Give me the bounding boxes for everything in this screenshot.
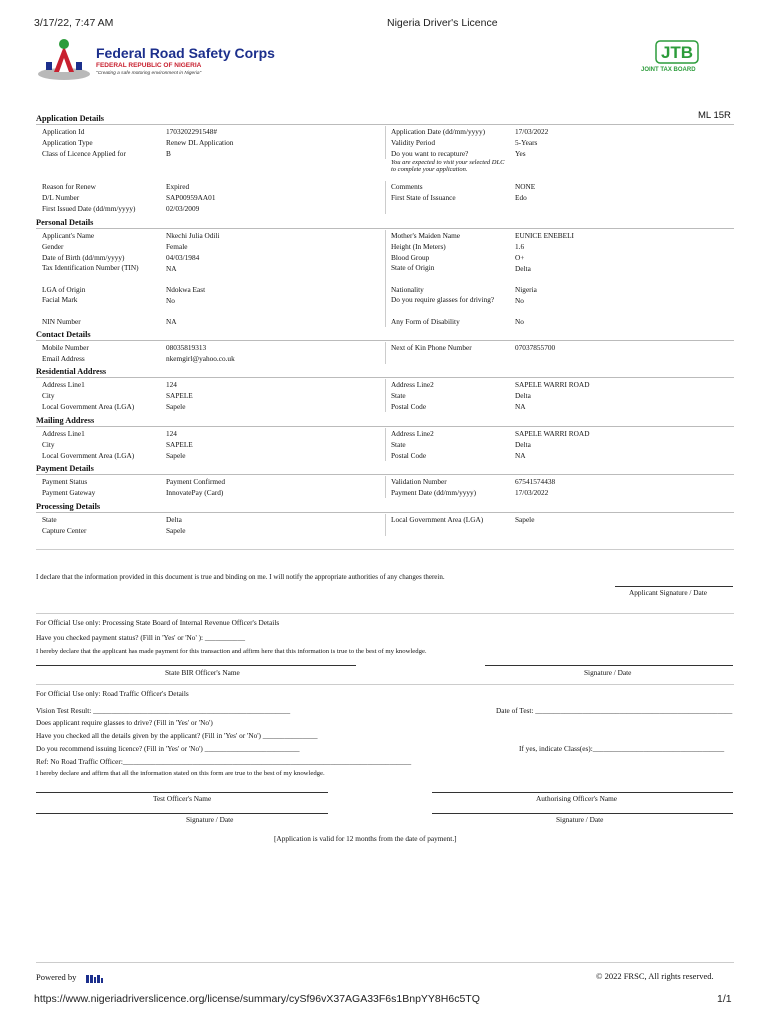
section-title-payment: Payment Details — [36, 464, 94, 473]
field-value: Delta — [515, 391, 531, 400]
bir-payment-question: Have you checked payment status? (Fill in 'Yes' or 'No' ): ___________ — [36, 633, 246, 642]
auth-officer-sig-label: Signature / Date — [556, 815, 604, 824]
column-divider — [385, 428, 386, 439]
copyright: © 2022 FRSC, All rights reserved. — [596, 971, 714, 981]
personal-row — [36, 295, 734, 316]
application-row — [36, 181, 734, 192]
processing-row — [36, 514, 734, 525]
applicant-signature-label: Applicant Signature / Date — [629, 588, 708, 597]
application-row — [36, 203, 734, 214]
print-page-number: 1/1 — [717, 993, 732, 1005]
section-rule — [36, 377, 734, 378]
field-value: 07037855700 — [515, 343, 556, 352]
field-value: SAPELE — [166, 440, 193, 449]
auth-officer-line — [432, 792, 733, 793]
field-label: Application Date (dd/mm/yyyy) — [391, 127, 486, 136]
print-datetime: 3/17/22, 7:47 AM — [34, 17, 114, 29]
field-value: 08035819313 — [166, 343, 207, 352]
payment-row — [36, 487, 734, 498]
personal-row — [36, 316, 734, 327]
field-value: SAP00959AA01 — [166, 193, 216, 202]
jtb-logo — [655, 40, 699, 64]
column-divider — [385, 401, 386, 412]
bir-title: For Official Use only: Processing State Board of Internal Revenue Officer's Details — [36, 618, 280, 627]
field-label: First Issued Date (dd/mm/yyyy) — [42, 204, 136, 213]
field-value: Payment Confirmed — [166, 477, 225, 486]
jtb-name: JOINT TAX BOARD — [641, 67, 696, 73]
field-label: Height (In Meters) — [391, 242, 446, 251]
field-value: 124 — [166, 429, 177, 438]
field-label: LGA of Origin — [42, 285, 86, 294]
road-checked: Have you checked all the details given by the applicant? (Fill in 'Yes' or 'No') _______________ — [36, 731, 318, 740]
column-divider — [385, 192, 386, 203]
column-divider — [385, 514, 386, 525]
field-label: First State of Issuance — [391, 193, 456, 202]
column-divider — [385, 450, 386, 461]
mailing-row — [36, 450, 734, 461]
frsc-motto: "Creating a safe motoring environment in Nigeria" — [96, 71, 202, 76]
field-value: SAPELE — [166, 391, 193, 400]
auth-officer-label: Authorising Officer's Name — [536, 794, 618, 803]
field-label: D/L Number — [42, 193, 80, 202]
field-value: Ndokwa East — [166, 285, 206, 294]
section-rule — [36, 228, 734, 229]
column-divider — [385, 487, 386, 498]
recapture-note: You are expected to visit your selected DLC to complete your application. — [391, 159, 505, 173]
field-label: Mobile Number — [42, 343, 89, 352]
svg-text:JTB: JTB — [660, 43, 694, 62]
field-label: Local Government Area (LGA) — [391, 515, 484, 524]
field-value: Edo — [515, 193, 527, 202]
field-value: Expired — [166, 182, 190, 191]
field-label: Comments — [391, 182, 423, 191]
section-title-application: Application Details — [36, 114, 104, 123]
field-label: Reason for Renew — [42, 182, 96, 191]
field-value: InnovatePay (Card) — [166, 488, 224, 497]
column-divider — [385, 353, 386, 364]
road-ref: Ref: No Road Traffic Officer:_______________________________________________________________________________ — [36, 757, 412, 766]
field-value: Delta — [515, 440, 531, 449]
column-divider — [385, 390, 386, 401]
test-officer-sig-label: Signature / Date — [186, 815, 234, 824]
bir-signature-label: Signature / Date — [584, 668, 632, 677]
application-row — [36, 137, 734, 148]
frsc-subtitle: FEDERAL REPUBLIC OF NIGERIA — [96, 62, 202, 69]
column-divider — [385, 230, 386, 241]
field-label: Address Line2 — [391, 380, 434, 389]
field-value: 124 — [166, 380, 177, 389]
residential-row — [36, 390, 734, 401]
field-label: Capture Center — [42, 526, 87, 535]
field-value: 17/03/2022 — [515, 488, 549, 497]
field-value: SAPELE WARRI ROAD — [515, 380, 590, 389]
field-label: Local Government Area (LGA) — [42, 451, 135, 460]
field-label: Do you want to recapture? — [391, 149, 469, 158]
column-divider — [385, 525, 386, 536]
personal-row — [36, 230, 734, 241]
bir-signature-line — [485, 665, 733, 666]
field-label: Gender — [42, 242, 64, 251]
field-label: State — [42, 515, 57, 524]
field-value: NA — [166, 264, 177, 273]
frsc-name: Federal Road Safety Corps — [96, 45, 275, 61]
bir-officer-label: State BIR Officer's Name — [165, 668, 240, 677]
field-value: 5-Years — [515, 138, 538, 147]
frsc-logo — [36, 36, 92, 82]
bir-affirm: I hereby declare that the applicant has made payment for this transaction and affirm here that this information is true to the best of my knowledge. — [36, 648, 427, 655]
field-value: NA — [166, 317, 177, 326]
field-value: No — [515, 317, 524, 326]
section-title-personal: Personal Details — [36, 218, 94, 227]
field-value: Sapele — [166, 526, 186, 535]
field-label: Payment Gateway — [42, 488, 96, 497]
section-title-processing: Processing Details — [36, 502, 101, 511]
column-divider — [385, 379, 386, 390]
field-label: Email Address — [42, 354, 85, 363]
column-divider — [385, 476, 386, 487]
field-value: SAPELE WARRI ROAD — [515, 429, 590, 438]
personal-row — [36, 241, 734, 252]
column-divider — [385, 439, 386, 450]
field-value: Delta — [515, 264, 531, 273]
application-row — [36, 126, 734, 137]
field-value: Renew DL Application — [166, 138, 234, 147]
field-value: B — [166, 149, 171, 158]
column-divider — [385, 137, 386, 148]
form-code: ML 15R — [698, 110, 731, 121]
field-value: Sapele — [166, 451, 186, 460]
field-label: Class of Licence Applied for — [42, 149, 126, 158]
print-page-title: Nigeria Driver's Licence — [387, 17, 498, 29]
field-label: State — [391, 391, 406, 400]
field-label: Local Government Area (LGA) — [42, 402, 135, 411]
column-divider — [385, 284, 386, 295]
footer-rule — [36, 962, 734, 963]
section-rule — [36, 512, 734, 513]
personal-row — [36, 252, 734, 263]
section-rule — [36, 474, 734, 475]
road-classes: If yes, indicate Class(es):____________________________________ — [519, 744, 725, 753]
field-label: Postal Code — [391, 451, 427, 460]
column-divider — [385, 181, 386, 192]
personal-row — [36, 284, 734, 295]
field-value: Female — [166, 242, 188, 251]
section-rule — [36, 613, 734, 614]
field-value: Sapele — [166, 402, 186, 411]
field-value: 02/03/2009 — [166, 204, 200, 213]
field-label: Validation Number — [391, 477, 447, 486]
contact-row — [36, 342, 734, 353]
field-value: 17/03/2022 — [515, 127, 549, 136]
road-vision: Vision Test Result: ______________________________________________________ — [36, 706, 291, 715]
column-divider — [385, 342, 386, 353]
field-label: Address Line1 — [42, 429, 85, 438]
field-value: Delta — [166, 515, 182, 524]
print-url[interactable]: https://www.nigeriadriverslicence.org/license/summary/cySf96vX37AGA33F6s1BnpYY8H6c5TQ — [34, 993, 480, 1005]
field-value: No — [515, 296, 524, 305]
mailing-row — [36, 428, 734, 439]
field-label: Postal Code — [391, 402, 427, 411]
road-date-test: Date of Test: ______________________________________________________ — [496, 706, 733, 715]
section-rule — [36, 684, 734, 685]
field-label: Payment Date (dd/mm/yyyy) — [391, 488, 477, 497]
section-title-mailing: Mailing Address — [36, 416, 95, 425]
processing-row — [36, 525, 734, 536]
field-label: NIN Number — [42, 317, 81, 326]
bir-officer-line — [36, 665, 356, 666]
field-value: NA — [515, 402, 526, 411]
application-row — [36, 148, 734, 159]
field-label: Address Line2 — [391, 429, 434, 438]
section-rule — [36, 426, 734, 427]
field-label: Mother's Maiden Name — [391, 231, 460, 240]
details-end-rule — [36, 549, 734, 550]
field-label: Application Id — [42, 127, 85, 136]
section-title-contact: Contact Details — [36, 330, 91, 339]
field-value: NONE — [515, 182, 536, 191]
section-rule — [36, 124, 734, 125]
field-value: No — [166, 296, 175, 305]
auth-officer-sig-line — [432, 813, 733, 814]
applicant-signature-line — [615, 586, 733, 587]
innovate-logo-icon — [86, 971, 106, 981]
road-affirm: I hereby declare and affirm that all the information stated on this form are true to the best of my knowledge. — [36, 770, 325, 777]
field-label: Tax Identification Number (TIN) — [42, 263, 139, 272]
field-label: Blood Group — [391, 253, 430, 262]
field-label: Next of Kin Phone Number — [391, 343, 472, 352]
column-divider — [385, 241, 386, 252]
declaration-text: I declare that the information provided in this document is true and binding on me. I will notify the appropriate authorities of any changes therein. — [36, 573, 445, 581]
powered-by-label: Powered by — [36, 972, 77, 982]
column-divider — [385, 126, 386, 137]
field-label: Date of Birth (dd/mm/yyyy) — [42, 253, 125, 262]
test-officer-sig-line — [36, 813, 328, 814]
field-value: 1.6 — [515, 242, 525, 251]
field-value: O+ — [515, 253, 525, 262]
field-value: 67541574438 — [515, 477, 556, 486]
application-row — [36, 192, 734, 203]
payment-row — [36, 476, 734, 487]
field-label: State — [391, 440, 406, 449]
field-value: EUNICE ENEBELI — [515, 231, 574, 240]
test-officer-line — [36, 792, 328, 793]
column-divider — [385, 203, 386, 214]
field-label: Any Form of Disability — [391, 317, 460, 326]
field-label: Address Line1 — [42, 380, 85, 389]
residential-row — [36, 379, 734, 390]
field-value: Sapele — [515, 515, 535, 524]
field-value: Nkechi Julia Odili — [166, 231, 220, 240]
field-value: NA — [515, 451, 526, 460]
field-label: Applicant's Name — [42, 231, 95, 240]
field-label: City — [42, 440, 55, 449]
section-rule — [36, 340, 734, 341]
contact-row — [36, 353, 734, 364]
road-title: For Official Use only: Road Traffic Officer's Details — [36, 689, 189, 698]
field-value: nkemgirl@yahoo.co.uk — [166, 354, 235, 363]
field-value: 1703202291548# — [166, 127, 218, 136]
field-label: City — [42, 391, 55, 400]
field-value: Yes — [515, 149, 526, 158]
road-glasses: Does applicant require glasses to drive? (Fill in 'Yes' or 'No') — [36, 718, 213, 727]
field-label: Application Type — [42, 138, 93, 147]
mailing-row — [36, 439, 734, 450]
field-label: Validity Period — [391, 138, 435, 147]
column-divider — [385, 252, 386, 263]
field-label: Payment Status — [42, 477, 88, 486]
column-divider — [385, 295, 386, 316]
field-label: State of Origin — [391, 263, 435, 272]
field-label: Do you require glasses for driving? — [391, 295, 495, 304]
validity-note: [Application is valid for 12 months from the date of payment.] — [274, 834, 457, 843]
field-label: Facial Mark — [42, 295, 78, 304]
field-value: 04/03/1984 — [166, 253, 200, 262]
test-officer-label: Test Officer's Name — [153, 794, 212, 803]
section-title-residential: Residential Address — [36, 367, 107, 376]
personal-row — [36, 263, 734, 284]
field-value: Nigeria — [515, 285, 537, 294]
column-divider — [385, 316, 386, 327]
field-label: Nationality — [391, 285, 424, 294]
column-divider — [385, 148, 386, 159]
column-divider — [385, 263, 386, 284]
road-recommend: Do you recommend issuing licence? (Fill in 'Yes' or 'No') __________________________ — [36, 744, 300, 753]
residential-row — [36, 401, 734, 412]
